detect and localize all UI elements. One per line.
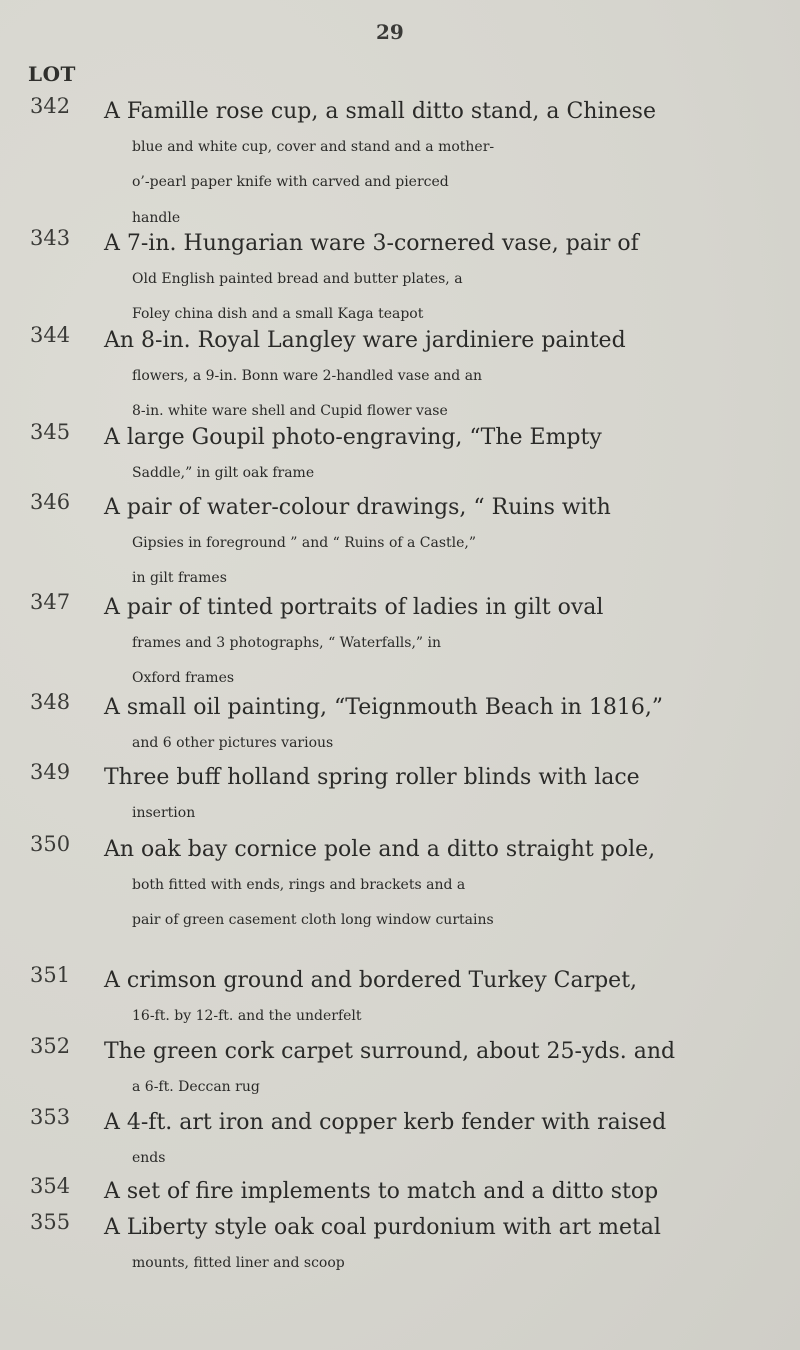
lot-description-line: Oxford frames: [132, 670, 235, 686]
lot-description-line: The green cork carpet surround, about 25-yds. and: [104, 1039, 676, 1064]
lot-description-line: in gilt frames: [132, 570, 227, 586]
lot-number: 353: [30, 1105, 71, 1129]
lot-number: 349: [30, 760, 71, 784]
lot-description: [104, 420, 790, 491]
lot-description-line: A crimson ground and bordered Turkey Carpet,: [104, 968, 638, 993]
lot-number: 355: [30, 1210, 71, 1234]
lot-description: [104, 226, 790, 333]
lot-description-line: ends: [132, 1149, 166, 1166]
lot-description: [104, 1174, 790, 1210]
lot-description-line: A small oil painting, “Teignmouth Beach in 1816,”: [104, 695, 664, 720]
lot-description-line: mounts, fitted liner and scoop: [132, 1254, 345, 1271]
lot-number: 351: [30, 963, 71, 987]
lot-number: 352: [30, 1034, 71, 1058]
lot-description-line: frames and 3 photographs, “ Waterfalls,” in: [132, 634, 442, 651]
lot-description-line: flowers, a 9-in. Bonn ware 2-handled vase and an: [132, 367, 483, 384]
lot-description: [104, 590, 790, 697]
lot-description: [104, 323, 790, 430]
lot-description: [104, 1105, 790, 1176]
lot-description-line: 8-in. white ware shell and Cupid flower vase: [132, 403, 448, 419]
lot-description-line: An oak bay cornice pole and a ditto straight pole,: [104, 837, 656, 862]
lot-description-line: 16-ft. by 12-ft. and the underfelt: [132, 1007, 362, 1024]
lot-number: 344: [30, 323, 71, 347]
lot-number: 354: [30, 1174, 71, 1198]
lot-number: 347: [30, 590, 71, 614]
lot-description-line: An 8-in. Royal Langley ware jardiniere painted: [104, 328, 626, 353]
lot-description-line: pair of green casement cloth long window curtains: [132, 912, 494, 928]
lot-number: 342: [30, 94, 71, 118]
lot-description: [104, 690, 790, 761]
lot-description-line: A 7-in. Hungarian ware 3-cornered vase, pair of: [104, 231, 639, 256]
lot-description: [104, 963, 790, 1034]
lot-description-line: a 6-ft. Deccan rug: [132, 1078, 260, 1095]
lot-description-line: A Famille rose cup, a small ditto stand, a Chinese: [104, 99, 656, 124]
lot-description-line: A set of fire implements to match and a ditto stop: [104, 1179, 659, 1204]
lot-description-line: A pair of water-colour drawings, “ Ruins with: [104, 495, 611, 520]
lot-description-line: blue and white cup, cover and stand and a mother-: [132, 138, 495, 155]
lot-description: [104, 1210, 790, 1281]
lot-number: 346: [30, 490, 71, 514]
lot-description-line: Old English painted bread and butter plates, a: [132, 270, 463, 287]
lot-column-header: LOT: [28, 62, 76, 86]
lot-description-line: Saddle,” in gilt oak frame: [132, 464, 315, 481]
lot-number: 348: [30, 690, 71, 714]
lot-description: [104, 490, 790, 597]
lot-description-line: insertion: [132, 804, 196, 821]
lot-description-line: and 6 other pictures various: [132, 734, 334, 751]
lot-description-line: Foley china dish and a small Kaga teapot: [132, 306, 424, 322]
lot-description: [104, 1034, 790, 1105]
lot-description-line: handle: [132, 209, 181, 226]
lot-description-line: A large Goupil photo-engraving, “The Empty: [104, 425, 602, 450]
lot-description: [104, 832, 790, 939]
lot-description-line: A pair of tinted portraits of ladies in gilt oval: [104, 595, 604, 620]
lot-description: [104, 94, 790, 236]
lot-description-line: A Liberty style oak coal purdonium with art metal: [104, 1215, 661, 1240]
lot-description-line: o’-pearl paper knife with carved and pierced: [132, 174, 449, 190]
lot-number: 343: [30, 226, 71, 250]
lot-description-line: A 4-ft. art iron and copper kerb fender with raised: [104, 1110, 667, 1135]
lot-description-line: Three buff holland spring roller blinds with lace: [104, 765, 640, 790]
lot-description-line: Gipsies in foreground ” and “ Ruins of a Castle,”: [132, 534, 477, 551]
lot-description: [104, 760, 790, 831]
page-number: 29: [376, 20, 404, 44]
lot-description-line: both fitted with ends, rings and brackets and a: [132, 876, 466, 893]
lot-number: 345: [30, 420, 71, 444]
lot-number: 350: [30, 832, 71, 856]
